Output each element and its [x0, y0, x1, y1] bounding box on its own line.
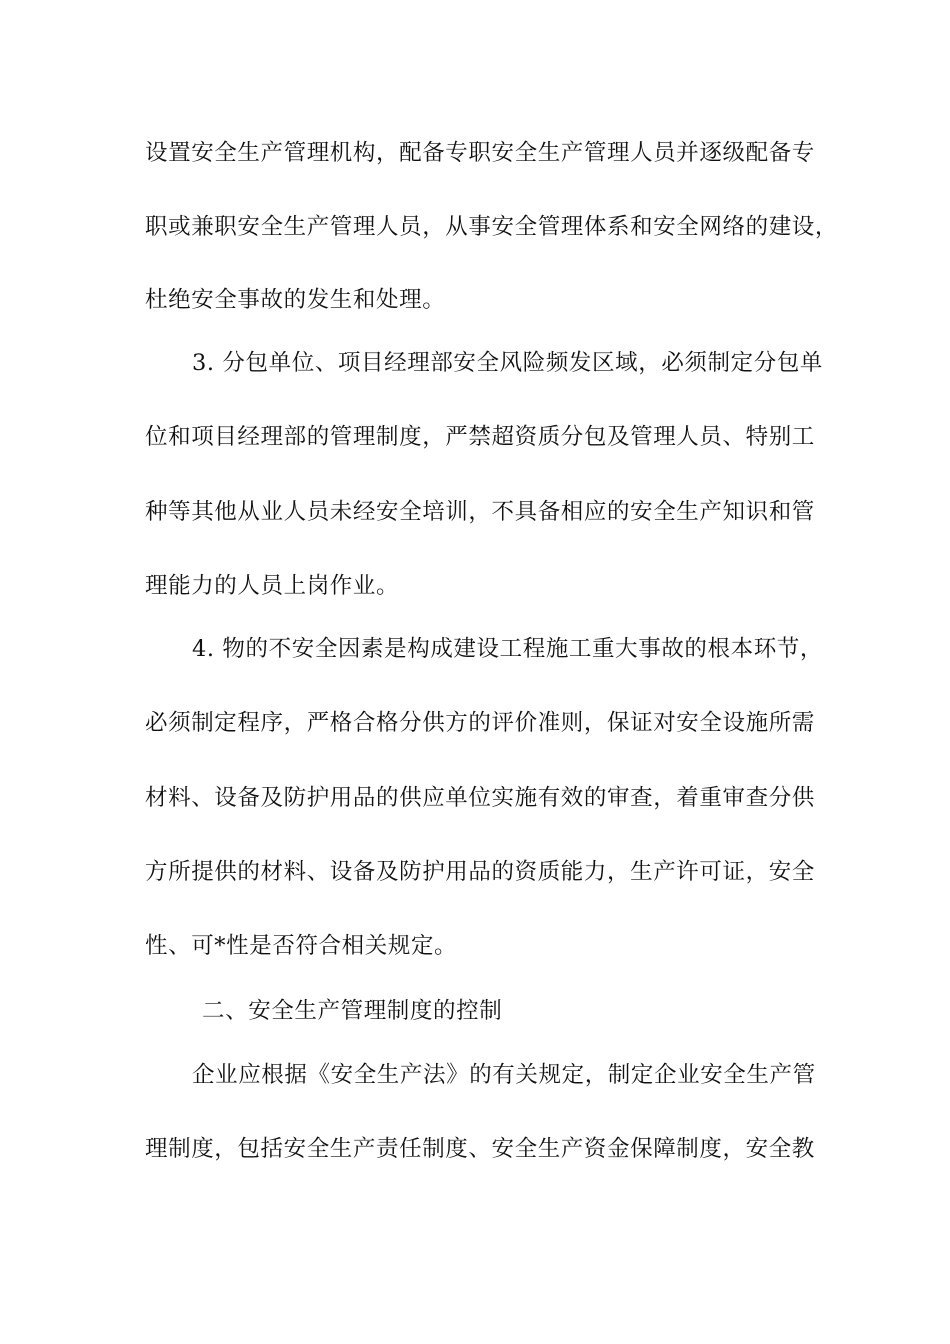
body-text-line: 方所提供的材料、设备及防护用品的资质能力，生产许可证，安全 — [145, 859, 815, 885]
body-text-line: 材料、设备及防护用品的供应单位实施有效的审查，着重审查分供 — [145, 785, 815, 811]
section-heading: 二、安全生产管理制度的控制 — [202, 998, 503, 1024]
body-text-line: 位和项目经理部的管理制度，严禁超资质分包及管理人员、特别工 — [145, 424, 815, 450]
body-text-line: 种等其他从业人员未经安全培训，不具备相应的安全生产知识和管 — [145, 499, 815, 525]
numbered-paragraph-start: 3. 分包单位、项目经理部安全风险频发区域，必须制定分包单 — [192, 350, 824, 376]
body-text-line: 设置安全生产管理机构，配备专职安全生产管理人员并逐级配备专 — [145, 140, 815, 166]
body-text-line: 杜绝安全事故的发生和处理。 — [145, 287, 446, 313]
body-text-line: 理能力的人员上岗作业。 — [145, 573, 400, 599]
body-text-line: 性、可*性是否符合相关规定。 — [145, 933, 458, 959]
paragraph-start: 企业应根据《安全生产法》的有关规定，制定企业安全生产管 — [192, 1062, 816, 1088]
numbered-paragraph-start: 4. 物的不安全因素是构成建设工程施工重大事故的根本环节， — [192, 636, 824, 662]
body-text-line: 职或兼职安全生产管理人员，从事安全管理体系和安全网络的建设， — [145, 214, 839, 240]
body-text-line: 必须制定程序，严格合格分供方的评价准则，保证对安全设施所需 — [145, 710, 815, 736]
body-text-line: 理制度，包括安全生产责任制度、安全生产资金保障制度，安全教 — [145, 1136, 815, 1162]
